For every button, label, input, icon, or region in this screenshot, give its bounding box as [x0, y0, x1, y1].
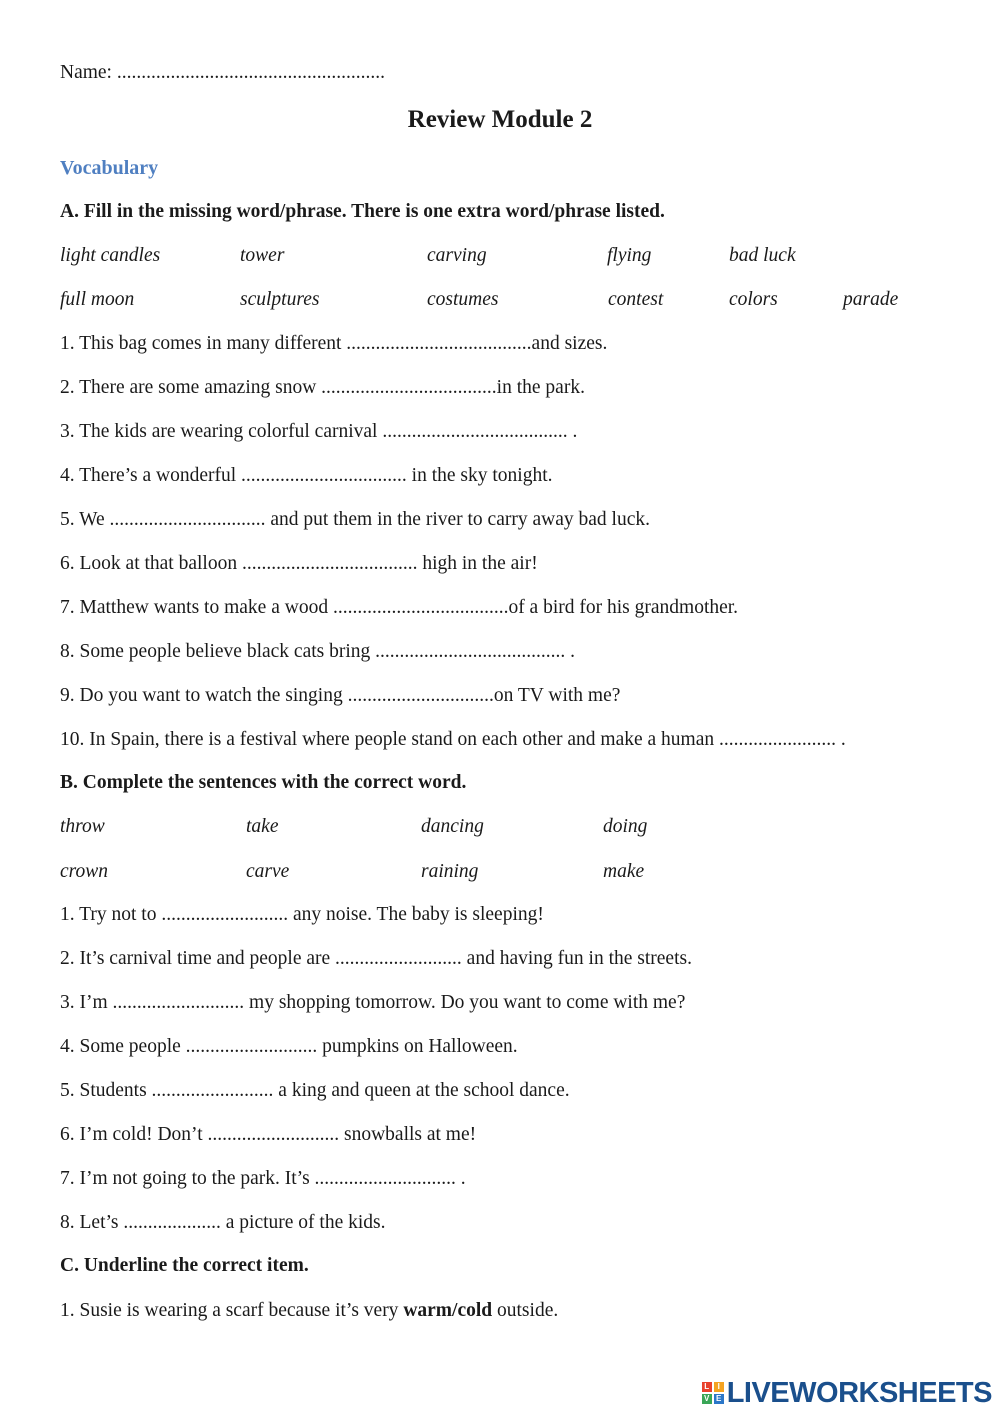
part-b-heading: B. Complete the sentences with the correct word. — [60, 772, 467, 793]
word-bank-item: dancing — [421, 816, 484, 837]
logo-letter: I — [714, 1382, 724, 1392]
part-c-question-1[interactable] — [60, 1299, 558, 1323]
section-vocabulary: Vocabulary — [60, 157, 159, 179]
question-text: 1. Susie is wearing a scarf because it’s very — [60, 1300, 404, 1321]
part-a-question-7[interactable]: 7. Matthew wants to make a wood ....................................of a bird for his grandmother. — [60, 597, 739, 618]
part-a-question-6[interactable]: 6. Look at that balloon .................................... high in the air! — [60, 553, 538, 574]
logo-letter: E — [714, 1394, 724, 1404]
logo-letter: L — [702, 1382, 712, 1392]
part-a-question-8[interactable]: 8. Some people believe black cats bring ....................................... . — [60, 641, 576, 662]
part-b-question-1[interactable]: 1. Try not to .......................... any noise. The baby is sleeping! — [60, 904, 544, 925]
word-bank-item: costumes — [427, 289, 499, 310]
part-b-question-7[interactable]: 7. I’m not going to the park. It’s ............................. . — [60, 1168, 466, 1189]
word-bank-item: bad luck — [729, 245, 796, 266]
word-bank-item: raining — [421, 861, 479, 882]
word-bank-item: take — [246, 816, 279, 837]
word-bank-item: full moon — [60, 289, 135, 310]
name-field[interactable]: Name: ....................................................... — [60, 62, 385, 83]
word-bank-item: light candles — [60, 245, 161, 266]
page-title: Review Module 2 — [407, 106, 593, 133]
logo-grid-icon — [702, 1382, 724, 1404]
part-b-question-3[interactable]: 3. I’m ........................... my shopping tomorrow. Do you want to come with me? — [60, 992, 686, 1013]
word-bank-item: flying — [607, 245, 652, 266]
word-bank-item: doing — [603, 816, 648, 837]
word-bank-item: colors — [729, 289, 778, 310]
part-a-question-2[interactable]: 2. There are some amazing snow ....................................in the park. — [60, 377, 585, 398]
part-a-question-1[interactable]: 1. This bag comes in many different ......................................and sizes. — [60, 333, 608, 354]
part-a-question-4[interactable]: 4. There’s a wonderful .................................. in the sky tonight. — [60, 465, 553, 486]
part-b-question-6[interactable]: 6. I’m cold! Don’t ........................... snowballs at me! — [60, 1124, 477, 1145]
word-bank-item: contest — [608, 289, 664, 310]
part-b-question-2[interactable]: 2. It’s carnival time and people are .......................... and having fun in the streets. — [60, 948, 692, 969]
part-b-question-8[interactable]: 8. Let’s .................... a picture of the kids. — [60, 1212, 386, 1233]
part-c-heading: C. Underline the correct item. — [60, 1255, 309, 1276]
part-b-question-5[interactable]: 5. Students ......................... a king and queen at the school dance. — [60, 1080, 570, 1101]
liveworksheets-logo — [702, 1377, 992, 1409]
logo-text: LIVEWORKSHEETS — [726, 1376, 992, 1409]
word-bank-item: crown — [60, 861, 109, 882]
logo-letter: V — [702, 1394, 712, 1404]
part-a-question-3[interactable]: 3. The kids are wearing colorful carnival ...................................... . — [60, 421, 578, 442]
word-bank-item: carving — [427, 245, 487, 266]
part-a-question-5[interactable]: 5. We ................................ and put them in the river to carry away bad luck. — [60, 509, 650, 530]
part-a-question-9[interactable]: 9. Do you want to watch the singing ..............................on TV with me? — [60, 685, 621, 706]
part-a-question-10[interactable]: 10. In Spain, there is a festival where people stand on each other and make a human ........................ . — [60, 729, 846, 750]
word-bank-item: sculptures — [240, 289, 320, 310]
answer-choice[interactable]: warm/cold — [403, 1300, 493, 1321]
part-b-question-4[interactable]: 4. Some people ........................... pumpkins on Halloween. — [60, 1036, 518, 1057]
part-a-heading: A. Fill in the missing word/phrase. There is one extra word/phrase listed. — [60, 201, 665, 222]
word-bank-item: tower — [240, 245, 285, 266]
word-bank-item: carve — [246, 861, 290, 882]
question-text: outside. — [492, 1300, 559, 1321]
word-bank-item: throw — [60, 816, 105, 837]
word-bank-item: parade — [843, 289, 899, 310]
word-bank-item: make — [603, 861, 645, 882]
